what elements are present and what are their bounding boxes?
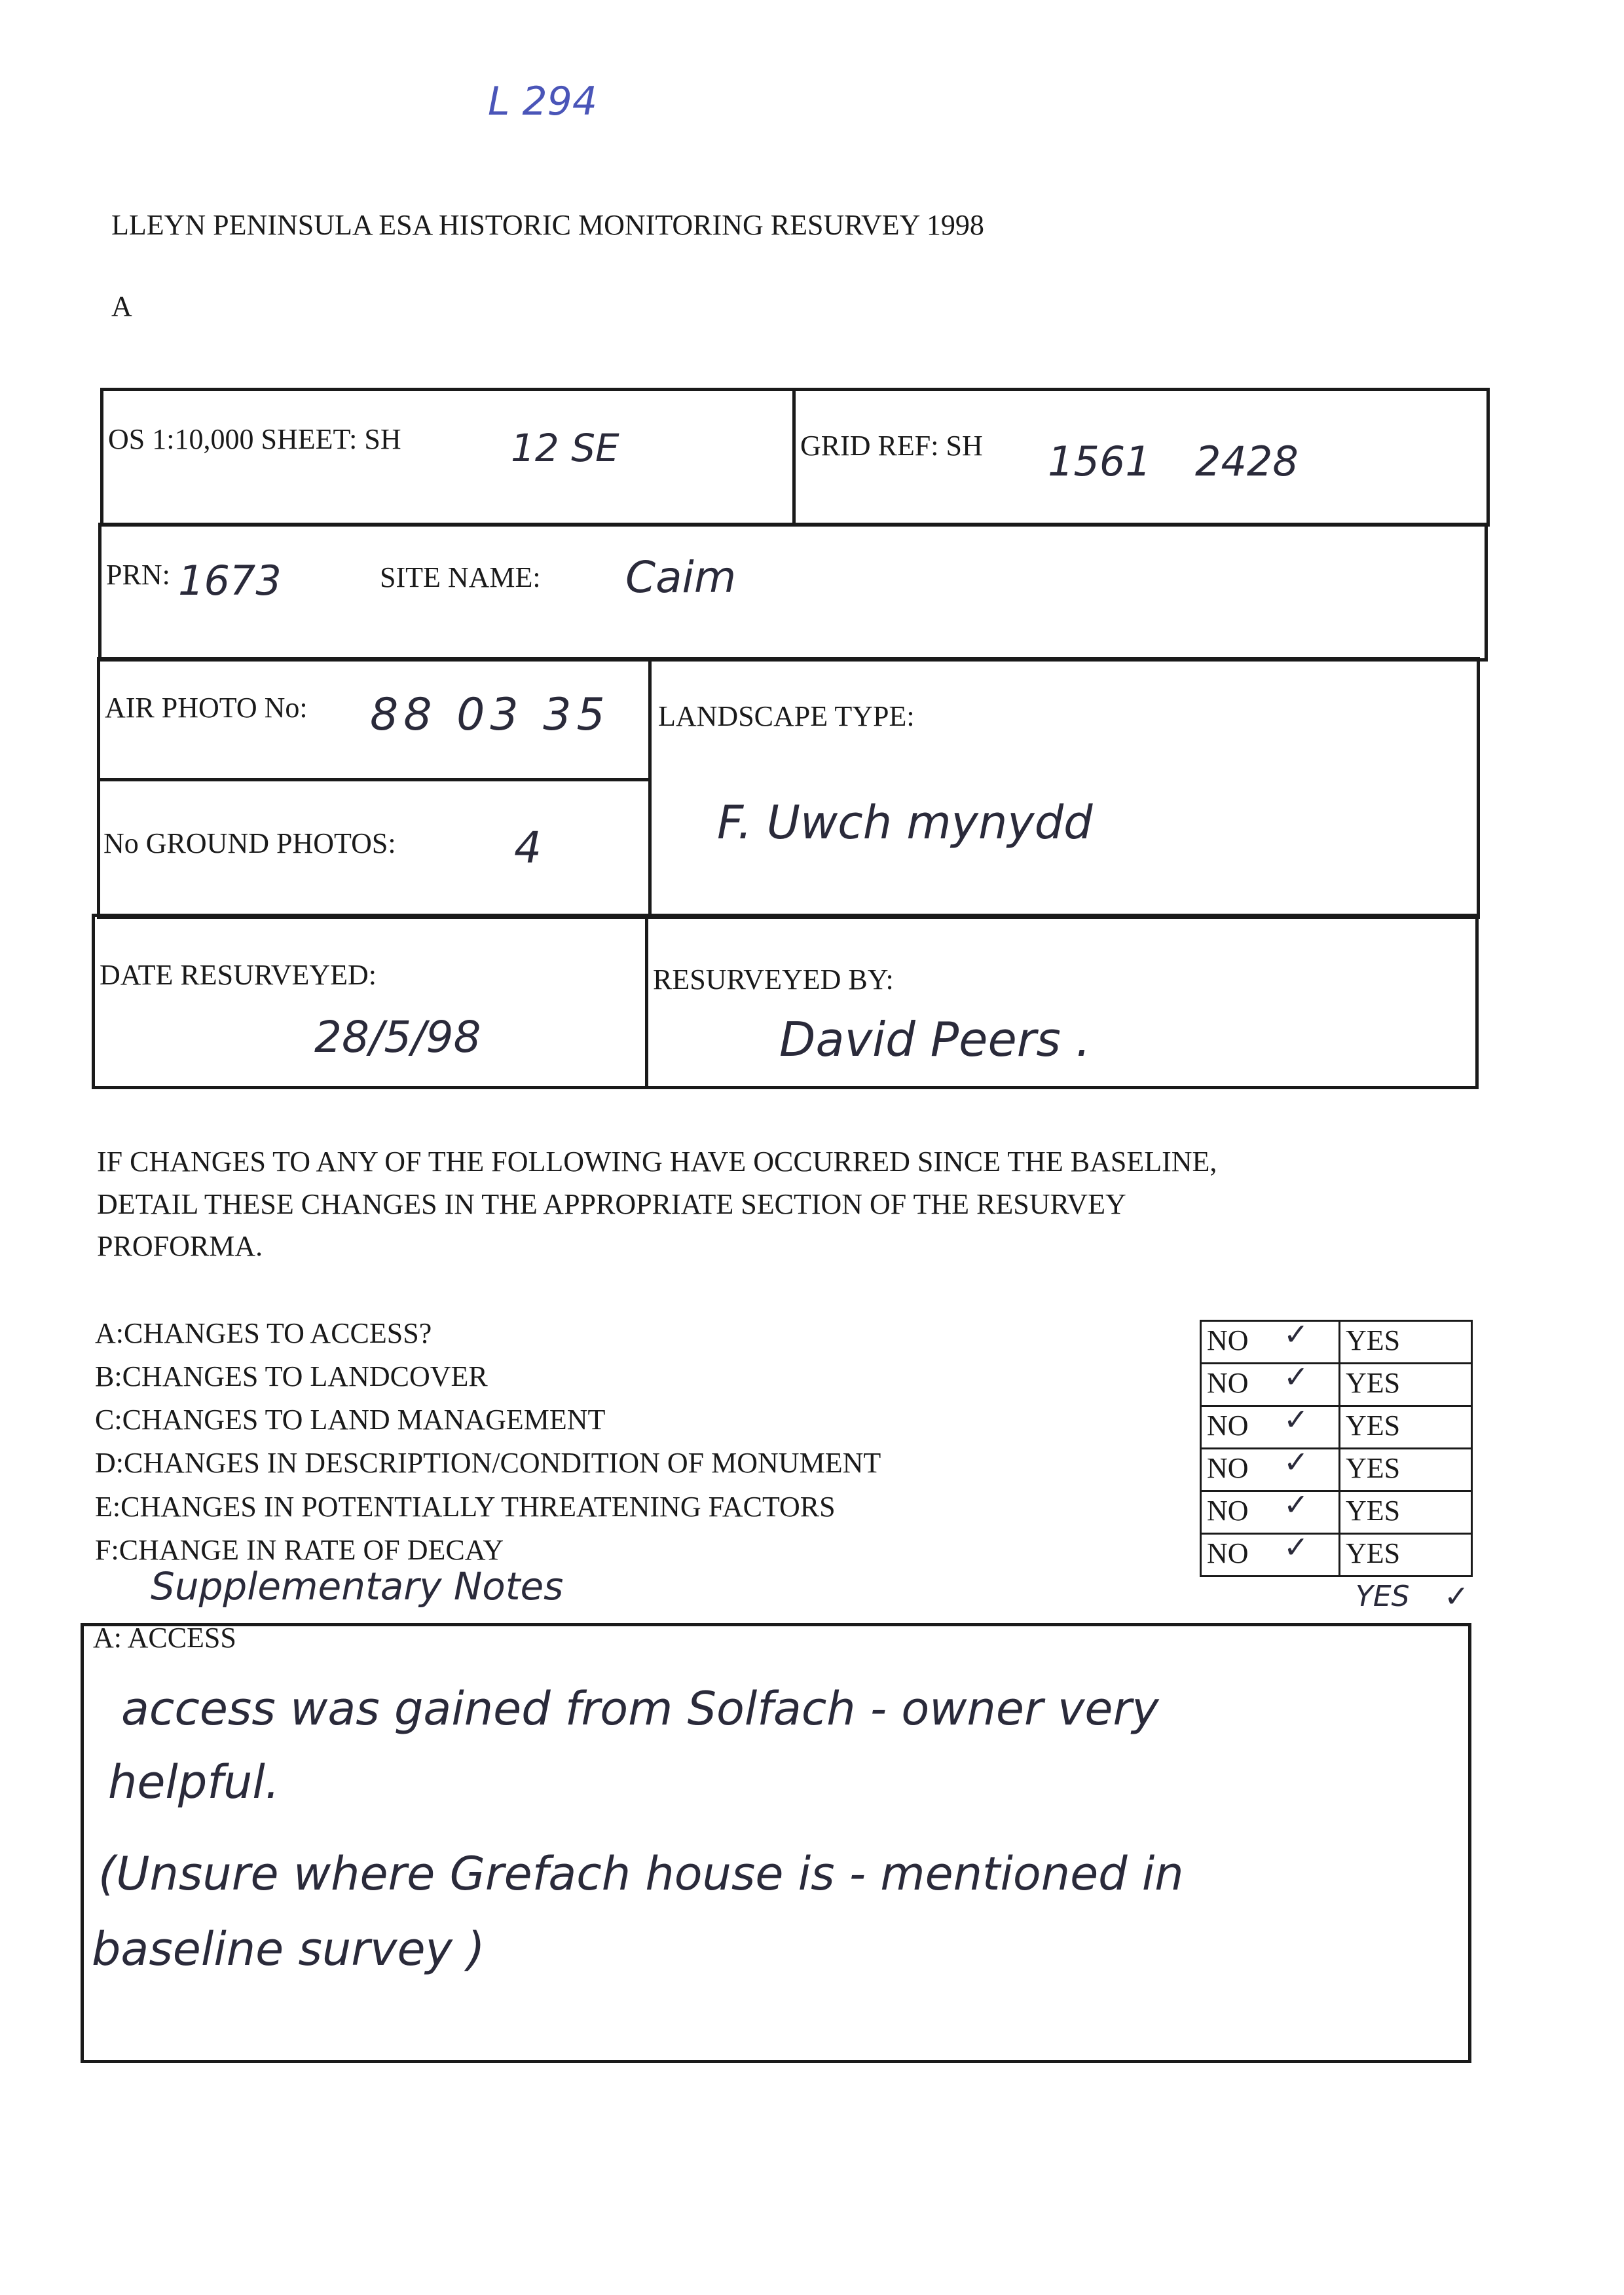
reference-note: L 294 xyxy=(488,79,598,124)
grid-ref-north: 2428 xyxy=(1195,438,1299,485)
instruction-line: DETAIL THESE CHANGES IN THE APPROPRIATE SECTION OF THE RESURVEY xyxy=(97,1188,1126,1220)
answer-yes-cell[interactable]: YES xyxy=(1338,1447,1473,1492)
photos-divider xyxy=(97,778,650,781)
answer-no-cell[interactable]: NO xyxy=(1200,1362,1340,1407)
photos-landscape-divider xyxy=(648,657,652,919)
answer-no-cell[interactable]: NO xyxy=(1200,1490,1340,1535)
prn-site-box xyxy=(98,523,1488,662)
answer-yes-cell[interactable]: YES xyxy=(1338,1405,1473,1449)
site-name-value: Caim xyxy=(625,552,737,603)
landscape-type-label: LANDSCAPE TYPE: xyxy=(658,700,915,732)
checkmark-icon: ✓ xyxy=(1283,1444,1309,1480)
answer-no-cell[interactable]: NO xyxy=(1200,1533,1340,1577)
checkmark-icon: ✓ xyxy=(1283,1529,1309,1565)
date-surveyor-divider xyxy=(645,914,648,1089)
access-note-line: baseline survey ) xyxy=(92,1922,485,1976)
access-note-line: helpful. xyxy=(108,1755,280,1809)
sheet-gridref-divider xyxy=(792,388,796,527)
supplementary-yes: YES xyxy=(1356,1580,1410,1613)
site-name-label: SITE NAME: xyxy=(380,561,541,593)
air-photo-value: 88 03 35 xyxy=(370,689,610,741)
access-note-line: (Unsure where Grefach house is - mentioned in xyxy=(98,1847,1184,1901)
form-title: LLEYN PENINSULA ESA HISTORIC MONITORING RESURVEY 1998 xyxy=(111,209,984,241)
answer-no-cell[interactable]: NO xyxy=(1200,1320,1340,1364)
answer-yes-cell[interactable]: YES xyxy=(1338,1533,1473,1577)
prn-label: PRN: xyxy=(106,559,170,591)
ground-photos-value: 4 xyxy=(514,823,542,873)
checkmark-icon: ✓ xyxy=(1444,1578,1469,1614)
resurveyed-by-label: RESURVEYED BY: xyxy=(653,963,894,996)
ground-photos-label: No GROUND PHOTOS: xyxy=(103,827,396,859)
change-question-land-management: C:CHANGES TO LAND MANAGEMENT xyxy=(95,1404,606,1436)
answer-no-cell[interactable]: NO xyxy=(1200,1447,1340,1492)
grid-ref-label: GRID REF: SH xyxy=(800,430,983,462)
sheet-value: 12 SE xyxy=(511,426,619,470)
instruction-line: IF CHANGES TO ANY OF THE FOLLOWING HAVE OCCURRED SINCE THE BASELINE, xyxy=(97,1146,1217,1178)
resurveyed-by-value: David Peers . xyxy=(779,1012,1091,1067)
answer-no-cell[interactable]: NO xyxy=(1200,1405,1340,1449)
access-label: A: ACCESS xyxy=(93,1622,236,1654)
change-question-landcover: B:CHANGES TO LANDCOVER xyxy=(95,1360,488,1392)
date-resurveyed-label: DATE RESURVEYED: xyxy=(100,959,377,991)
change-question-monument: D:CHANGES IN DESCRIPTION/CONDITION OF MONUMENT xyxy=(95,1447,881,1479)
air-photo-label: AIR PHOTO No: xyxy=(105,692,308,724)
checkmark-icon: ✓ xyxy=(1283,1359,1309,1394)
checkmark-icon: ✓ xyxy=(1283,1316,1309,1352)
answer-yes-cell[interactable]: YES xyxy=(1338,1320,1473,1364)
access-note-line: access was gained from Solfach - owner very xyxy=(121,1682,1159,1736)
change-question-decay: F:CHANGE IN RATE OF DECAY xyxy=(95,1534,504,1566)
landscape-type-value: F. Uwch mynydd xyxy=(717,796,1093,849)
sheet-label: OS 1:10,000 SHEET: SH xyxy=(108,423,401,455)
checkmark-icon: ✓ xyxy=(1283,1487,1309,1522)
section-letter: A xyxy=(111,290,132,322)
answer-yes-cell[interactable]: YES xyxy=(1338,1362,1473,1407)
checkmark-icon: ✓ xyxy=(1283,1402,1309,1437)
instruction-line: PROFORMA. xyxy=(97,1230,263,1262)
grid-ref-east: 1561 xyxy=(1048,438,1151,485)
prn-value: 1673 xyxy=(178,557,282,605)
answer-yes-cell[interactable]: YES xyxy=(1338,1490,1473,1535)
date-resurveyed-value: 28/5/98 xyxy=(314,1012,481,1062)
change-question-access: A:CHANGES TO ACCESS? xyxy=(95,1317,432,1349)
change-question-threats: E:CHANGES IN POTENTIALLY THREATENING FACTORS xyxy=(95,1491,836,1523)
supplementary-notes-label: Supplementary Notes xyxy=(151,1564,564,1609)
